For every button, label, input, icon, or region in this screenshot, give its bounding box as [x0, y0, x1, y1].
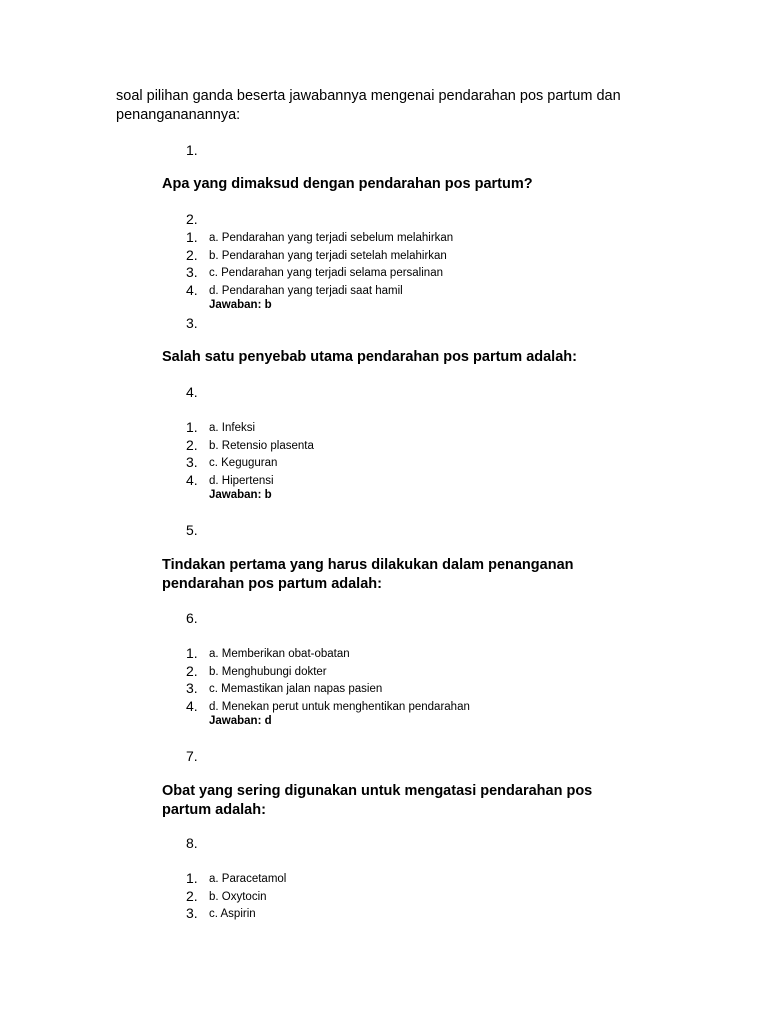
answer-key: Jawaban: b [209, 299, 272, 311]
intro-text: soal pilihan ganda beserta jawabannya mengenai pendarahan pos partum dan penangananannya: [116, 88, 621, 123]
option-number: 3. [186, 454, 198, 470]
list-number: 5. [186, 522, 198, 538]
list-number: 6. [186, 610, 198, 626]
option-number: 4. [186, 471, 198, 488]
option-text: b. Menghubungi dokter [209, 665, 327, 678]
option-number: 3. [186, 264, 198, 280]
option-text: d. Hipertensi [209, 474, 274, 487]
option-text: a. Pendarahan yang terjadi sebelum melahirkan [209, 232, 454, 244]
answer-key: Jawaban: d [209, 715, 272, 727]
option-text: a. Memberikan obat-obatan [209, 648, 350, 660]
option-text: c. Pendarahan yang terjadi selama persalinan [209, 267, 443, 279]
option-number: 2. [186, 887, 198, 904]
option-text: d. Menekan perut untuk menghentikan pendarahan [209, 700, 470, 713]
option-text: d. Pendarahan yang terjadi saat hamil [209, 284, 403, 297]
option-text: a. Infeksi [209, 422, 256, 434]
option-number: 2. [186, 662, 198, 679]
list-number: 8. [186, 835, 198, 851]
option-text: c. Aspirin [209, 908, 256, 920]
option-number: 2. [186, 246, 198, 263]
question-heading: Salah satu penyebab utama pendarahan pos partum adalah: [162, 349, 577, 365]
list-number: 3. [186, 315, 198, 331]
option-number: 3. [186, 680, 198, 696]
question-heading: Obat yang sering digunakan untuk mengatasi pendarahan pos partum adalah: [162, 783, 593, 818]
option-number: 3. [186, 905, 198, 921]
list-number: 7. [186, 748, 198, 764]
list-number: 1. [186, 142, 198, 158]
option-number: 1. [186, 229, 198, 245]
list-number: 2. [186, 211, 198, 227]
list-number: 4. [186, 384, 198, 400]
option-text: b. Retensio plasenta [209, 439, 314, 452]
answer-key: Jawaban: b [209, 489, 272, 501]
option-text: b. Oxytocin [209, 890, 267, 903]
option-number: 1. [186, 419, 198, 435]
option-text: c. Keguguran [209, 457, 278, 469]
option-number: 4. [186, 281, 198, 298]
option-number: 1. [186, 870, 198, 886]
question-heading: Tindakan pertama yang harus dilakukan dalam penanganan pendarahan pos partum adalah: [162, 557, 574, 592]
question-heading: Apa yang dimaksud dengan pendarahan pos partum? [162, 176, 533, 192]
option-text: c. Memastikan jalan napas pasien [209, 683, 383, 695]
option-number: 4. [186, 697, 198, 714]
option-text: b. Pendarahan yang terjadi setelah melahirkan [209, 249, 447, 262]
option-number: 1. [186, 645, 198, 661]
option-number: 2. [186, 436, 198, 453]
option-text: a. Paracetamol [209, 873, 287, 885]
